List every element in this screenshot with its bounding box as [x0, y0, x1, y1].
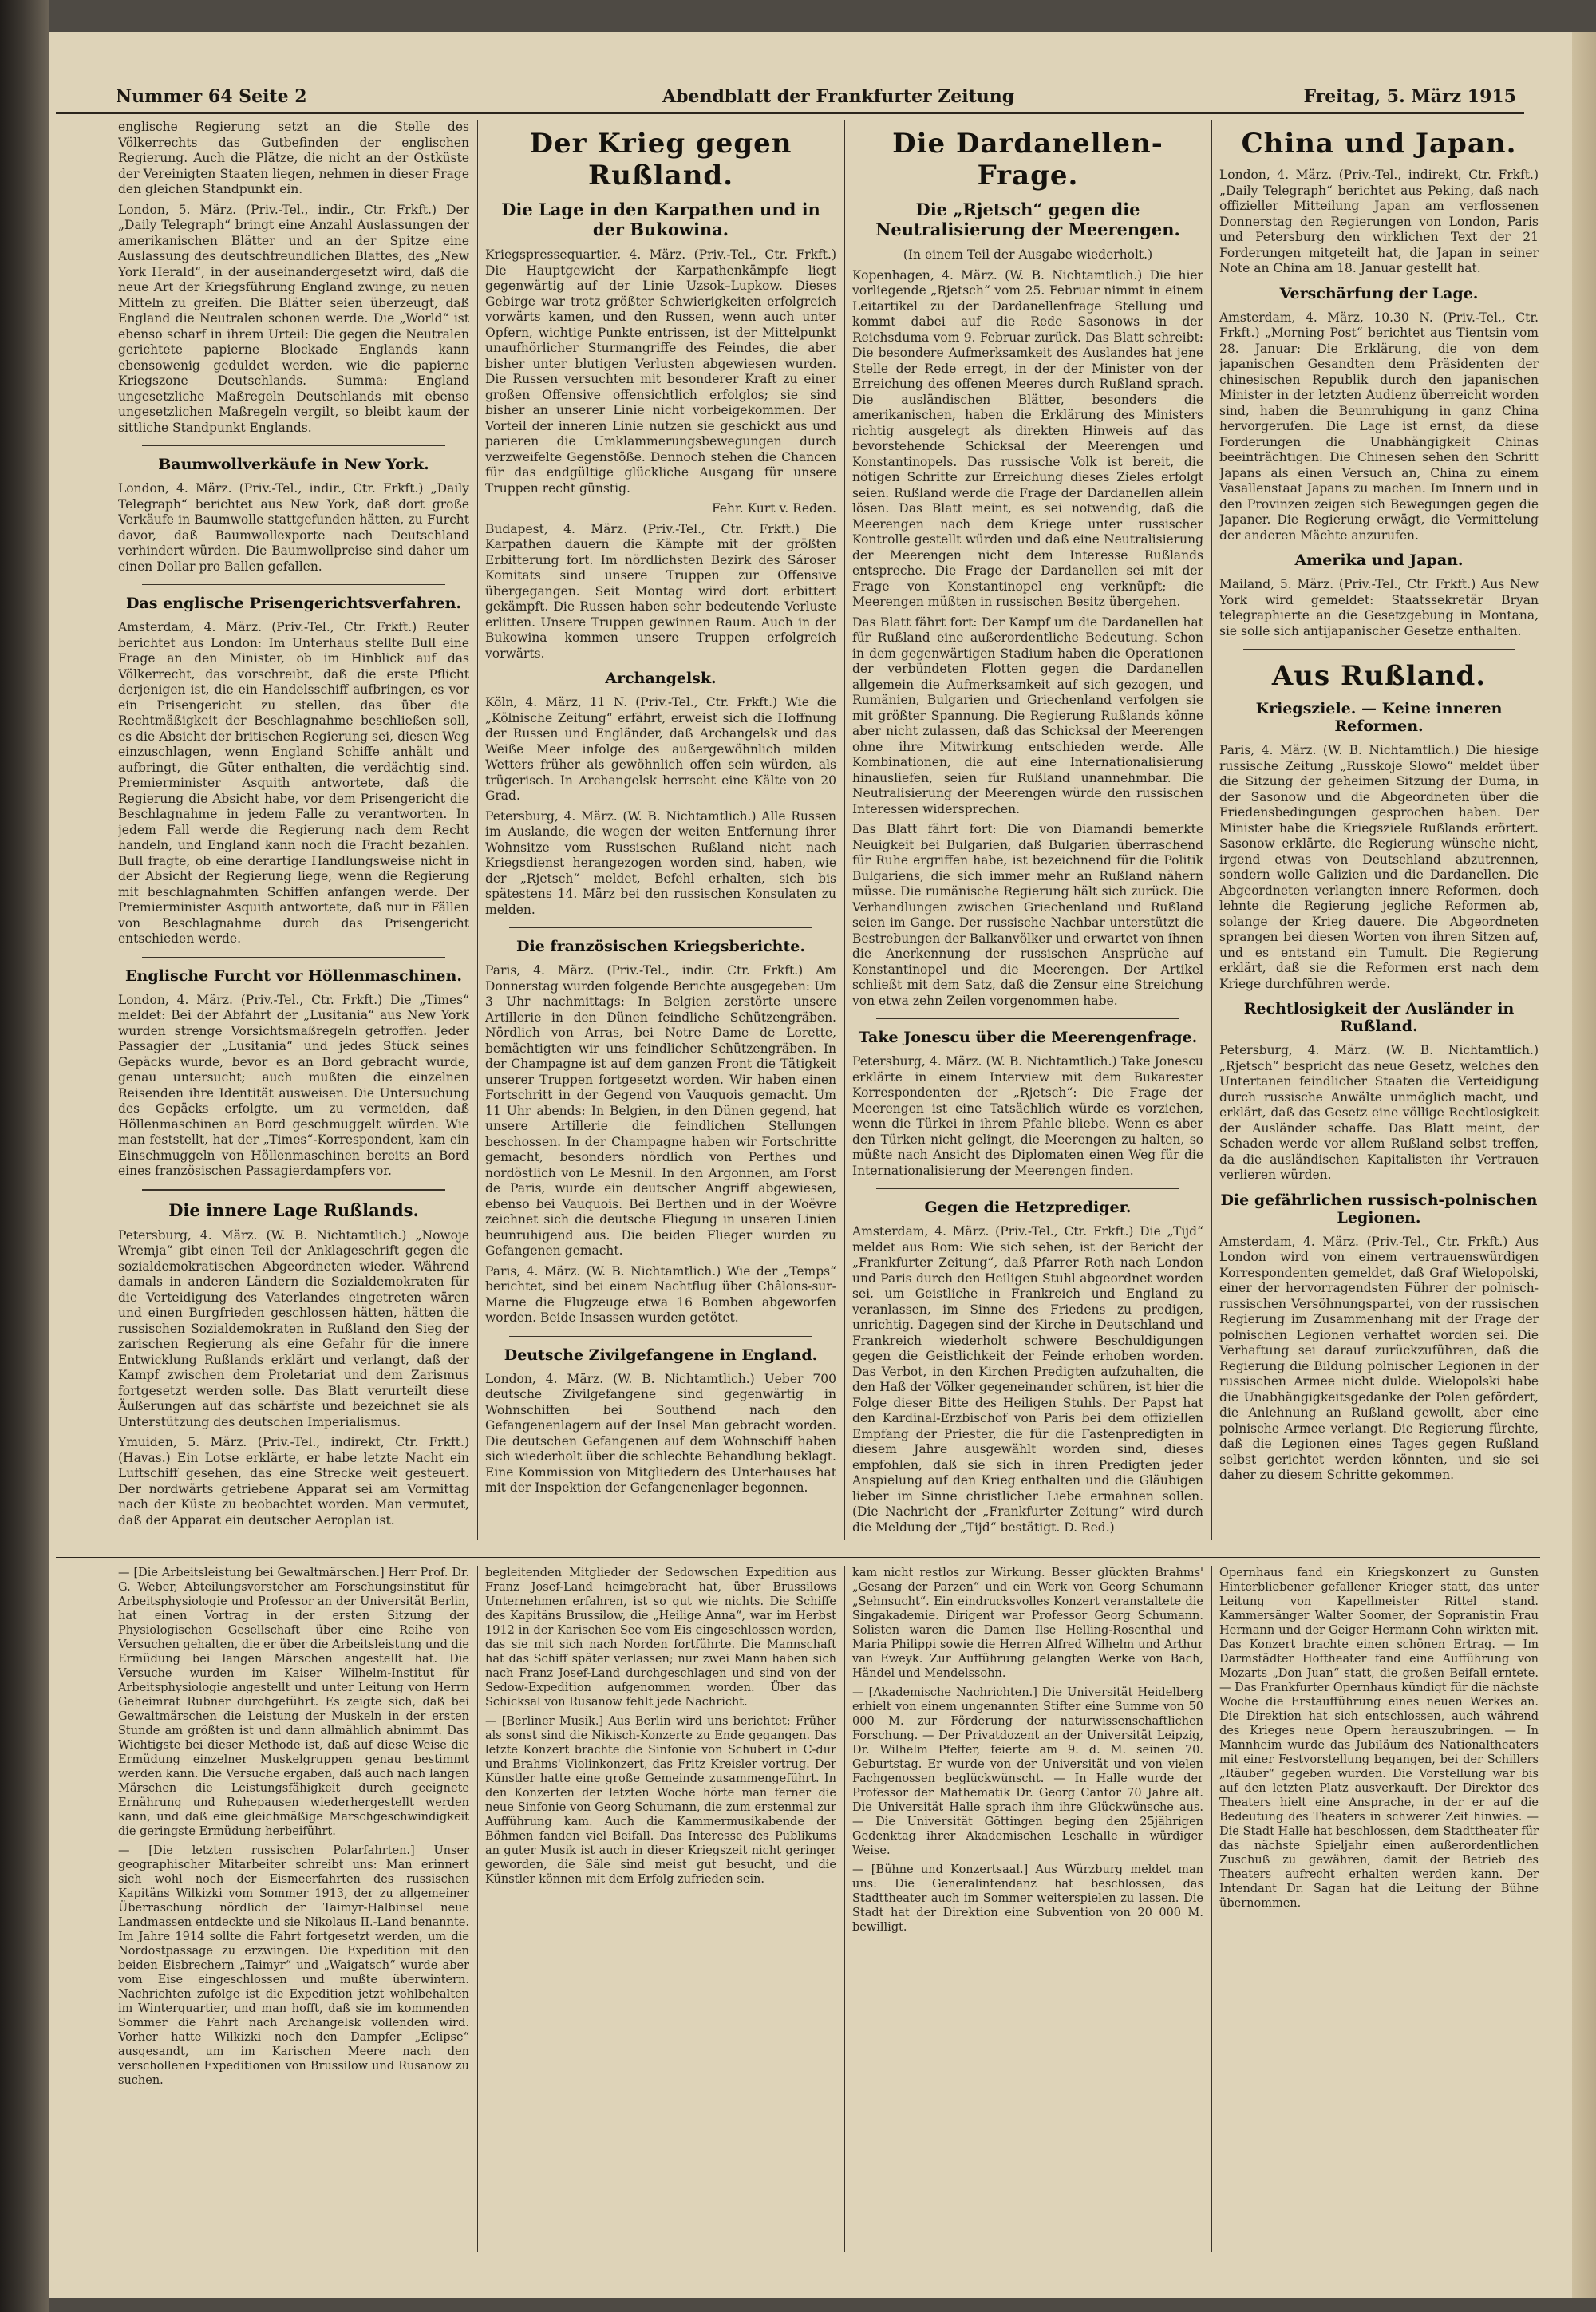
article-text: Petersburg, 4. März. (W. B. Nichtamtlich.) Take Jonescu erklärte in einem Interview mit dem Bukarester Korrespondenten der „Rjetsch“: Die Frage der Meerengen ist eine Tatsächlich würde es vorziehen, wenn die Türkei in ihrem Pfahle bliebe. Wenn es aber den Türken nicht gelingt, die Meerengen zu halten, so müßte nach Ansicht des Diplomaten einen Weg für die Internationalisierung der Meerengen finden.: [852, 1054, 1203, 1178]
column-3: [852, 120, 1203, 1548]
headline: Deutsche Zivilgefangene in England.: [504, 1346, 818, 1364]
feuilleton-column-3: [852, 1566, 1203, 2252]
feuilleton-column-4: [1219, 1566, 1539, 2252]
headline: Das englische Prisengerichtsverfahren.: [125, 595, 462, 612]
article-text: Petersburg, 4. März. (W. B. Nichtamtlich.) „Rjetsch“ bespricht das neue Gesetz, welches den Untertanen feindlicher Staaten die Verteidigung durch russische Anwälte unmöglich macht, und erklärt, daß das Gesetz eine völlige Rechtlosigkeit der Ausländer schaffe. Das Blatt meint, der Schaden werde vor allem Rußland selbst treffen, da die ausländischen Kapitalisten ihr Vertrauen verlieren würden.: [1219, 1043, 1539, 1182]
headline: Verschärfung der Lage.: [1279, 284, 1479, 302]
article-text: Kriegspressequartier, 4. März. (Priv.-Tel., Ctr. Frkft.) Die Hauptgewicht der Karpathenkämpfe liegt gegenwärtig auf der Linie Uzsok–Lupkow. Dieses Gebirge war trotz größter Schwierigkeiten erfolgreich vorwärts kamen, und den Russen, wenn auch unter Opfern, wichtige Punkte entrissen, ist der Mittelpunkt unaufhörlicher Sturmangriffe des Feindes, die aber bisher unter blutigen Verlusten abgewiesen wurden. Die Russen versuchten mit besonderer Kraft zu einer großen Offensive offensichtlich erfolglos; sie sind bisher an unserer Linie nicht vorbeigekommen. Der Vorteil der inneren Linie nutzen sie geschickt aus und parieren die Umklammerungsbewegungen durch verzweifelte Gegenstöße. Dennoch stehen die Chancen für das endgültige glückliche Ausgang für unsere Truppen recht günstig.: [485, 247, 836, 496]
article-text: Kopenhagen, 4. März. (W. B. Nichtamtlich.) Die hier vorliegende „Rjetsch“ vom 25. Februar nimmt in einem Leitartikel zu der Dardanellenfrage Stellung und kommt dabei auf die Rede Sasonows in der Reichsduma vom 9. Februar zurück. Das Blatt schreibt: Die besondere Aufmerksamkeit des Auslandes hat jene Stelle der Rede erregt, in der der Minister von der Erreichung des offenen Meeres durch Rußland sprach. Die ausländischen Blätter, besonders die amerikanischen, haben die Erklärung des Ministers richtig ausgelegt als direkten Hinweis auf das bevorstehende Schicksal der Meerengen und Konstantinopels. Das russische Volk ist bereit, die nötigen Schritte zur Erreichung dieses Zieles erfolgt seien. Rußland werde die Frage der Dardanellen allein lösen. Das Blatt meint, es sei notwendig, daß die Meerengen nach dem Kriege unter russischer Kontrolle gestellt würden und daß eine Neutralisierung der Meerengen nicht dem Interesse Rußlands entspreche. Die Frage der Dardanellen sei mit der Frage von Konstantinopel eng verknüpft; die Meerengen müßten in russischen Besitz übergehen.: [852, 267, 1203, 609]
article-text: Paris, 4. März. (W. B. Nichtamtlich.) Wie der „Temps“ berichtet, sind bei einem Nachtflug über Châlons-sur-Marne die Flugzeuge etwa 16 Bomben abgeworfen worden. Beide Insassen wurden getötet.: [485, 1263, 836, 1325]
article-text: London, 4. März. (Priv.-Tel., indir., Ctr. Frkft.) „Daily Telegraph“ berichtet aus New York, daß dort große Verkäufe in Baumwolle stattgefunden hätten, zu Furcht davor, daß Baumwollexporte nach Deutschland verhindert würden. Die Baumwollpreise sind daher um einen Dollar pro Ballen gefallen.: [118, 481, 469, 574]
feuilleton-rule: [56, 1555, 1540, 1558]
section-title: Die Dardanellen-Frage.: [892, 128, 1163, 192]
feuilleton-text: kam nicht restlos zur Wirkung. Besser glückten Brahms' „Gesang der Parzen“ und ein Werk von Georg Schumann „Sehnsucht“. Ein eindrucksvolles Konzert veranstaltete die Singakademie. Dirigent war Professor Georg Schumann. Solisten waren die Damen Ilse Helling-Rosenthal und Maria Philippi sowie die Herren Alfred Wilhelm und Arthur van Eweyk. Zur Aufführung gelangten Werke von Bach, Händel und Mendelssohn.: [852, 1567, 1203, 1680]
divider: [509, 927, 812, 928]
headline: Amerika und Japan.: [1294, 551, 1464, 569]
divider: [876, 1188, 1179, 1189]
page-number: Nummer 64 Seite 2: [116, 86, 307, 107]
column-rule: [1211, 1566, 1212, 2252]
feuilleton-column-1: [118, 1566, 469, 2252]
edition-note: (In einem Teil der Ausgabe wiederholt.): [903, 247, 1153, 262]
article-text: Mailand, 5. März. (Priv.-Tel., Ctr. Frkft.) Aus New York wird gemeldet: Staatssekretär Bryan telegraphierte an die Gesetzgebung in Montana, sie solle sich antijapanischer Gesetze enthalten.: [1219, 577, 1539, 638]
headline: Die innere Lage Rußlands.: [168, 1199, 419, 1220]
column-4: [1219, 120, 1539, 1548]
headline: Kriegsziele. — Keine inneren Reformen.: [1255, 700, 1503, 735]
column-rule: [844, 120, 845, 1540]
headline: Gegen die Hetzprediger.: [924, 1199, 1132, 1216]
masthead: [56, 56, 1524, 114]
book-spine: [0, 0, 49, 2312]
headline: Baumwollverkäufe in New York.: [158, 456, 429, 473]
feuilleton-text: — [Die Arbeitsleistung bei Gewaltmärschen.] Herr Prof. Dr. G. Weber, Abteilungsvorsteher am Forschungsinstitut für Arbeitsphysiologie und Professor an der Universität Berlin, hat einen Vortrag in der ersten Sitzung der Physiologischen Gesellschaft über eine Reihe von Versuchen gehalten, die er über die Arbeitsleistung und die Ermüdung bei langen Märschen angestellt hat. Die Versuche wurden im Kaiser Wilhelm-Institut für Arbeitsphysiologie angestellt und unter Leitung von Herrn Geheimrat Rubner durchgeführt. Es zeigte sich, daß bei Gewaltmärschen die Leistung der Muskeln in der ersten Stunde am größten ist und dann allmählich abnimmt. Das Wichtigste bei dieser Methode ist, daß auf diese Weise die Ermüdung einzelner Muskelgruppen genau bestimmt werden kann. Die Versuche ergaben, daß auch nach langen Märschen die Leistungsfähigkeit durch geeignete Ernährung und Ruhepausen wiederhergestellt werden kann, und daß eine gleichmäßige Marschgeschwindigkeit die geringste Ermüdung herbeiführt.: [118, 1567, 469, 1838]
column-rule: [477, 120, 478, 1540]
article-text: Amsterdam, 4. März. (Priv.-Tel., Ctr. Frkft.) Aus London wird von einem vertrauenswürdigen Korrespondenten gemeldet, daß Graf Wielopolski, einer der hervorragendsten Führer der polnisch-russischen Versöhnungspartei, von der russischen Regierung im Zusammenhang mit der Frage der polnischen Legionen verhaftet worden sei. Die Verhaftung sei darauf zurückzuführen, daß die Regierung die Bildung polnischer Legionen in der russischen Armee nicht dulde. Wielopolski habe die Unabhängigkeitsgedanke der Polen gefördert, die Anlehnung an Rußland gewollt, aber eine polnische Armee verlangt. Die Regierung fürchte, daß die Legionen eines Tages gegen Rußland selbst gerichtet werden könnten, und sie sei daher zu diesem Schritte gekommen.: [1219, 1234, 1539, 1482]
column-1: [118, 120, 469, 1548]
divider: [142, 445, 445, 446]
article-text: Amsterdam, 4. März, 10.30 N. (Priv.-Tel., Ctr. Frkft.) „Morning Post“ berichtet aus Tientsin vom 28. Januar: Die Erklärung, die von dem japanischen Gesandten dem Präsidenten der chinesischen Republik durch den japanischen Minister in der letzten Audienz überreicht worden sind, haben die Beunruhigung in ganz China hervorgerufen. Die Lage ist ernst, da diese Forderungen die Unabhängigkeit Chinas beeinträchtigen. Die Chinesen sehen den Schritt Japans als einen Versuch an, China zu einem Vasallenstaat Japans zu machen. Im Innern und in den Provinzen zeigen sich Bewegungen gegen die Japaner. Die Regierung erwägt, die Vermittelung der anderen Mächte anzurufen.: [1219, 310, 1539, 543]
page-edge: [1572, 32, 1596, 2298]
section-title: Der Krieg gegen Rußland.: [529, 128, 792, 192]
issue-date: Freitag, 5. März 1915: [1303, 86, 1516, 107]
article-text: Amsterdam, 4. März. (Priv.-Tel., Ctr. Frkft.) Reuter berichtet aus London: Im Unterhaus stellte Bull eine Frage an den Minister, ob im Hinblick auf das Völkerrecht, das vorschreibt, daß die erste Pflicht derjenigen ist, die ein Handelsschiff aufbringen, es vor ein Prisengericht zu stellen, das über die Rechtmäßigkeit der Beschlagnahme beschließen soll, es die Absicht der britischen Regierung sei, diesen Weg einzuschlagen, wenn England Schiffe anhält und aufbringt, die Güter enthalten, die verdächtig sind. Premierminister Asquith antwortete, daß die Regierung die Absicht habe, vor dem Prisengericht die Beschlagnahme in jedem Falle zu verantworten. In jedem Fall werde die Regierung nach dem Recht handeln, und England kann noch die Fracht bezahlen. Bull fragte, ob eine derartige Handlungsweise nicht in der Absicht der Regierung liege, wenn die Regierung mit beschlagnahmten Schiffen anfangen werde. Der Premierminister Asquith antwortete, daß nur in Fällen von Beschlagnahme durch das Prisengericht entschieden werde.: [118, 620, 469, 946]
feuilleton-text: — [Berliner Musik.] Aus Berlin wird uns berichtet: Früher als sonst sind die Nikisch-Konzerte zu Ende gegangen. Das letzte Konzert brachte die Sinfonie von Schubert in C-dur und Brahms' Violinkonzert, das Fritz Kreisler vortrug. Der Künstler hatte eine große Gemeinde zusammengeführt. In den Konzerten der letzten Woche hörte man ferner die neue Sinfonie von Georg Schumann, die zum erstenmal zur Aufführung kam. Auch die Kammermusikabende der Böhmen fanden viel Beifall. Das Interesse des Publikums an guter Musik ist auch in dieser Kriegszeit nicht geringer geworden, die Säle sind meist gut besucht, und die Künstler können mit dem Erfolg zufrieden sein.: [485, 1715, 836, 1886]
article-text: London, 4. März. (Priv.-Tel., Ctr. Frkft.) Die „Times“ meldet: Bei der Abfahrt der „Lusitania“ aus New York wurden strenge Vorsichtsmaßregeln getroffen. Jeder Passagier der „Lusitania“ und jedes Stück seines Gepäcks wurde, bevor es an Bord gebracht wurde, genau untersucht; auch mußten die einzelnen Reisenden ihre Identität ausweisen. Die Untersuchung des Gepäcks erfolgte, um zu vermeiden, daß Höllenmaschinen an Bord geschmuggelt würden. Wie man feststellt, hat der „Times“-Korrespondent, kam ein Einschmuggeln von Höllenmaschinen bereits an Bord eines französischen Passagierdampfers vor.: [118, 992, 469, 1178]
column-rule: [1211, 120, 1212, 1540]
divider: [142, 1189, 445, 1191]
article-text: Ymuiden, 5. März. (Priv.-Tel., indirekt, Ctr. Frkft.) (Havas.) Ein Lotse erklärte, er habe letzte Nacht ein Luftschiff gesehen, das eine Strecke weit gesteuert. Der nordwärts getriebene Apparat sei am Vormittag nach der Küste zu beobachtet worden. Man vermutet, daß der Apparat ein deutscher Aeroplan ist.: [118, 1435, 469, 1528]
divider: [142, 957, 445, 958]
feuilleton-text: begleitenden Mitglieder der Sedowschen Expedition aus Franz Josef-Land heimgebracht hat, über Brussilows Unternehmen erfahren, ist so gut wie nichts. Die Schiffe des Kapitäns Brussilow, die „Heilige Anna“, war im Herbst 1912 in der Karischen See vom Eis eingeschlossen worden, das sie mit sich nach Norden fortführte. Die Mannschaft hat das Schiff später verlassen; nur zwei Mann haben sich nach Franz Josef-Land durchgeschlagen und sind von der Sedow-Expedition aufgenommen worden. Über das Schicksal von Rusanow fehlt jede Nachricht.: [485, 1567, 836, 1709]
divider: [876, 1018, 1179, 1019]
article-text: Paris, 4. März. (Priv.-Tel., indir. Ctr. Frkft.) Am Donnerstag wurden folgende Berichte ausgegeben: Um 3 Uhr nachmittags: In Belgien zerstörte unsere Artillerie in den Dünen feindliche Schützengräben. Nördlich von Arras, bei Notre Dame de Lorette, bemächtigten wir uns feindlicher Schützengräben. In der Champagne ist auf dem ganzen Front die Tätigkeit unserer Truppen fortgesetzt worden. Wir haben einen Fortschritt in der Gegend von Vauquois gemacht. Um 11 Uhr abends: In Belgien, in den Dünen gegend, hat unsere Artillerie die feindlichen Stellungen beschossen. In der Champagne haben wir Fortschritte gemacht, besonders nördlich von Perthes und nordöstlich von Le Mesnil. In den Argonnen, am Forst de Paris, wurde ein deutscher Angriff abgewiesen, ebenso bei Vauquois. Bei Berthen und in der Woëvre zeichnet sich die deutsche Fliegung in unseren Linien beunruhigend aus. Die beiden Flieger wurden zu Gefangenen gemacht.: [485, 963, 836, 1258]
feuilleton-text: Opernhaus fand ein Kriegskonzert zu Gunsten Hinterbliebener gefallener Krieger statt, das unter Leitung von Kapellmeister Rittel stand. Kammersänger Walter Soomer, der Sopranistin Frau Hermann und der Geiger Hermann Cohn wirkten mit. Das Konzert brachte einen schönen Ertrag. — Im Darmstädter Hoftheater fand eine Aufführung von Mozarts „Don Juan“ statt, die großen Beifall erntete. — Das Frankfurter Opernhaus kündigt für die nächste Woche die Erstaufführung eines neuen Werkes an. Die Direktion hat sich entschlossen, auch während des Krieges neue Opern herauszubringen. — In Mannheim wurde das Jubiläum des Nationaltheaters mit einer Festvorstellung begangen, bei der Schillers „Räuber“ gegeben wurden. Die Vorstellung war bis auf den letzten Platz ausverkauft. Der Direktor des Theaters hielt eine Ansprache, in der er auf die Bedeutung des Theaters in schwerer Zeit hinwies. — Die Stadt Halle hat beschlossen, dem Stadttheater für das nächste Spieljahr einen außerordentlichen Zuschuß zu gewähren, damit der Betrieb des Theaters aufrecht erhalten werden kann. Der Intendant Dr. Sagan hat die Leitung der Bühne übernommen.: [1219, 1567, 1539, 1910]
article-text: Das Blatt fährt fort: Der Kampf um die Dardanellen hat für Rußland eine außerordentliche Bedeutung. Schon in dem gegenwärtigen Stadium haben die Operationen der verbündeten Flotten gegen die Dardanellen allgemein die Aufmerksamkeit auf sich gezogen, und Rumänien, Bulgarien und Griechenland verfolgen sie mit größter Spannung. Die Regierung Rußlands könne aber nicht zulassen, daß das Schicksal der Meerengen ohne ihre Mitwirkung entschieden werde. Alle Kombinationen, die auf eine Internationalisierung hinausliefen, seien für Rußland unannehmbar. Die Neutralisierung der Meerengen würde den russischen Interessen widersprechen.: [852, 615, 1203, 816]
headline: Rechtlosigkeit der Ausländer in Rußland.: [1243, 1000, 1515, 1035]
headline: Die französischen Kriegsberichte.: [516, 938, 805, 955]
article-text: London, 5. März. (Priv.-Tel., indir., Ctr. Frkft.) Der „Daily Telegraph“ bringt eine Anzahl Auslassungen der amerikanischen Blätter und an der Spitze eine Auslassung des deutschfreundlichen Blattes, des „New York Herald“, in der auseinandergesetzt wird, daß die neue Art der Kriegsführung England zwinge, zu neuen Mitteln zu greifen. Die Blätter seien überzeugt, daß England die Neutralen schonen werde. Die „World“ ist ebenso scharf in ihrem Urteil: Die gegen die Neutralen gerichtete papierne Blockade Englands kann ebensowenig geduldet werden, wie die papierne Kriegszone Deutschlands. Summa: England ungesetzliche Maßregeln Deutschlands mit ebenso ungesetzlichen Maßregeln vergilt, so bleibt kaum der sittliche Standpunkt Englands.: [118, 202, 469, 435]
article-text: Köln, 4. März, 11 N. (Priv.-Tel., Ctr. Frkft.) Wie die „Kölnische Zeitung“ erfährt, erweist sich die Hoffnung der Russen und Engländer, daß Archangelsk und das Weiße Meer infolge des außergewöhnlich milden Wetters früher als gewöhnlich offen sein würden, als trügerisch. In Archangelsk herrscht eine Kälte von 20 Grad.: [485, 695, 836, 803]
headline: Take Jonescu über die Meerengenfrage.: [858, 1029, 1198, 1046]
article-text: London, 4. März. (W. B. Nichtamtlich.) Ueber 700 deutsche Zivilgefangene sind gegenwärtig in Wohnschiffen bei Southend nach den Gefangenenlagern auf der Insel Man gebracht worden. Die deutschen Gefangenen auf dem Wohnschiff haben sich wiederholt über die schlechte Behandlung beklagt. Eine Kommission von Mitgliedern des Unterhauses hat mit der Inspektion der Gefangenenlager begonnen.: [485, 1371, 836, 1495]
column-rule: [844, 1566, 845, 2252]
headline: Die „Rjetsch“ gegen die Neutralisierung der Meerengen.: [875, 200, 1180, 239]
article-text: London, 4. März. (Priv.-Tel., indirekt, Ctr. Frkft.) „Daily Telegraph“ berichtet aus Peking, daß nach offizieller Mitteilung Japan am verflossenen Donnerstag den Regierungen von London, Paris und Petersburg den wirklichen Text der 21 Forderungen mitgeteilt hat, die Japan in seiner Note an China am 18. Januar gestellt hat.: [1219, 168, 1539, 275]
article-text: Das Blatt fährt fort: Die von Diamandi bemerkte Neuigkeit bei Bulgarien, daß Bulgarien überraschend für Ruhe ergriffen habe, ist bezeichnend für die Politik Bulgariens, die sich immer mehr an Rußland nähern müsse. Die rumänische Regierung hält sich zurück. Die Verhandlungen zwischen Griechenland und Rußland seien im Gange. Der russische Nachbar unterstützt die Bestrebungen der Balkanvölker und erwartet von ihnen die Anerkennung der russischen Ansprüche auf Konstantinopel und die Meerengen. Der Artikel schließt mit dem Satz, daß die Zensur eine Streichung von etwa zehn Zeilen vorgenommen habe.: [852, 822, 1203, 1008]
column-rule: [477, 1566, 478, 2252]
byline: Fehr. Kurt v. Reden.: [711, 501, 836, 516]
feuilleton-text: — [Akademische Nachrichten.] Die Universität Heidelberg erhielt von einem ungenannten Stifter eine Summe von 50 000 M. zur Förderung der naturwissenschaftlichen Forschung. — Der Privatdozent an der Universität Leipzig, Dr. Wilhelm Pfeffer, feierte am 9. d. M. seinen 70. Geburtstag. Er wurde von der Universität und von vielen Fachgenossen beglückwünscht. — In Halle wurde der Professor der Mathematik Dr. Georg Cantor 70 Jahre alt. Die Universität Halle sprach ihm ihre Glückwünsche aus. — Die Universität Göttingen beging den 25jährigen Gedenktag ihrer Akademischen Lesehalle in würdiger Weise.: [852, 1686, 1203, 1857]
newspaper-title: Abendblatt der Frankfurter Zeitung: [662, 86, 1015, 107]
headline: Englische Furcht vor Höllenmaschinen.: [125, 966, 462, 985]
article-text: Amsterdam, 4. März. (Priv.-Tel., Ctr. Frkft.) Die „Tijd“ meldet aus Rom: Wie sich sehen, ist der Bericht der „Frankfurter Zeitung“, daß Pfarrer Roth nach London und Paris durch den Heiligen Stuhl abgeordnet worden sei, um Geistliche in Frankreich und England zu veranlassen, im Sinne des Friedens zu predigen, unrichtig. Dagegen sind der Kirche in Deutschland und Frankreich wiederholt schwere Beschuldigungen gegen die Geistlichkeit der Feinde erhoben worden. Das Verbot, in den Kirchen Predigten aufzuhalten, die den Haß der Völker gegeneinander schüren, ist hier die Folge dieser Bitte des Heiligen Stuhls. Der Papst hat den Kardinal-Erzbischof von Paris bei dem offiziellen Empfang der Priester, die für die Fastenpredigten in diesem Jahre ausgewählt worden sind, dieses empfohlen, daß sie sich in ihren Predigten jeder Anspielung auf den Krieg enthalten und die Gläubigen lieber im Sinne christlicher Liebe ermahnen sollen. (Die Nachricht der „Frankfurter Zeitung“ wird durch die Meldung der „Tijd“ bestätigt. D. Red.): [852, 1224, 1203, 1535]
section-title: China und Japan.: [1241, 128, 1517, 160]
article-text: englische Regierung setzt an die Stelle des Völkerrechts das Gutbefinden der englischen Regierung. Auch die Plätze, die nicht an der Ostküste der Vereinigten Staaten liegen, nehmen in dieser Frage den gleichen Standpunkt ein.: [118, 120, 469, 196]
divider: [142, 584, 445, 585]
feuilleton-column-2: [485, 1566, 836, 2252]
feuilleton-text: — [Bühne und Konzertsaal.] Aus Würzburg meldet man uns: Die Generalintendanz hat beschlossen, das Stadttheater auch im Sommer weiterspielen zu lassen. Die Stadt hat der Direktion eine Subvention von 20 000 M. bewilligt.: [852, 1863, 1203, 1934]
headline: Die Lage in den Karpathen und in der Bukowina.: [501, 200, 820, 239]
section-title: Aus Rußland.: [1271, 660, 1487, 692]
divider: [1243, 649, 1515, 650]
article-text: Budapest, 4. März. (Priv.-Tel., Ctr. Frkft.) Die Karpathen dauern die Kämpfe mit der größten Erbitterung fort. Im nördlichsten Bezirk des Sároser Komitats sind unsere Truppen zur Offensive übergegangen. Seit Montag wird dort erbittert gekämpft. Die Russen haben sehr bedeutende Verluste erlitten. Unsere Truppen gewinnen Raum. Auch in der Bukowina kommen unsere Truppen erfolgreich vorwärts.: [485, 521, 836, 661]
divider: [509, 1336, 812, 1337]
article-text: Petersburg, 4. März. (W. B. Nichtamtlich.) „Nowoje Wremja“ gibt einen Teil der Anklageschrift gegen die sozialdemokratischen Abgeordneten wieder. Während damals in anderen Ländern die Sozialdemokraten für die Verteidigung des Vaterlandes eingetreten wären und einen Burgfrieden geschlossen hätten, hätten die russischen Sozialdemokraten in Rußland den Sieg der zarischen Regierung als eine Gefahr für die innere Entwicklung Rußlands erklärt und verlangt, daß der Kampf zwischen dem Proletariat und dem Zarismus fortgesetzt werden solle. Das Blatt verurteilt diese Äußerungen auf das schärfste und bezeichnet sie als Unterstützung des deutschen Imperialismus.: [118, 1227, 469, 1429]
column-2: [485, 120, 836, 1548]
article-text: Paris, 4. März. (W. B. Nichtamtlich.) Die hiesige russische Zeitung „Russkoje Slowo“ meldet über die Sitzung der geheimen Sitzung der Duma, in der Sasonow und die Abgeordneten über die Friedensbedingungen gesprochen haben. Der Minister habe die Kriegsziele Rußlands erörtert. Sasonow erklärte, die Regierung wünsche nicht, irgend etwas von Deutschland abzutrennen, sondern wolle Galizien und die Dardanellen. Die Abgeordneten verlangten innere Reformen, doch lehnte die Regierung jegliche Reformen ab, solange der Krieg dauere. Die Abgeordneten sprangen bei diesen Worten von ihren Sitzen auf, und es entstand ein Tumult. Die Regierung erklärt, daß sie die Reformen erst nach dem Kriege durchführen werde.: [1219, 743, 1539, 991]
headline: Die gefährlichen russisch-polnischen Legionen.: [1220, 1191, 1538, 1227]
feuilleton-text: — [Die letzten russischen Polarfahrten.] Unser geographischer Mitarbeiter schreibt uns: Man erinnert sich wohl noch der Eismeerfahrten des russischen Kapitäns Wilkizki vom Sommer 1913, der zu allgemeiner Überraschung nördlich der Taimyr-Halbinsel neue Landmassen entdeckte und sie Nikolaus II.-Land benannte. Im Jahre 1914 sollte die Fahrt fortgesetzt werden, um die Nordostpassage zu erzwingen. Die Expedition mit den beiden Eisbrechern „Taimyr“ und „Waigatsch“ wurde aber vom Eise eingeschlossen und mußte überwintern. Nachrichten zufolge ist die Expedition jetzt wohlbehalten im Winterquartier, und man hofft, daß sie im kommenden Sommer die Fahrt nach Archangelsk vollenden wird. Vorher hatte Wilkizki noch den Dampfer „Eclipse“ ausgesandt, um im Karischen Meere nach den verschollenen Expeditionen von Brussilow und Rusanow zu suchen.: [118, 1844, 469, 2087]
article-text: Petersburg, 4. März. (W. B. Nichtamtlich.) Alle Russen im Auslande, die wegen der weiten Entfernung ihrer Wohnsitze vom Russischen Rußland nicht nach Kriegsdienst herangezogen worden sind, haben, wie der „Rjetsch“ meldet, Befehl erhalten, sich bis spätestens 14. März bei den russischen Konsulaten zu melden.: [485, 808, 836, 917]
headline: Archangelsk.: [605, 670, 717, 687]
